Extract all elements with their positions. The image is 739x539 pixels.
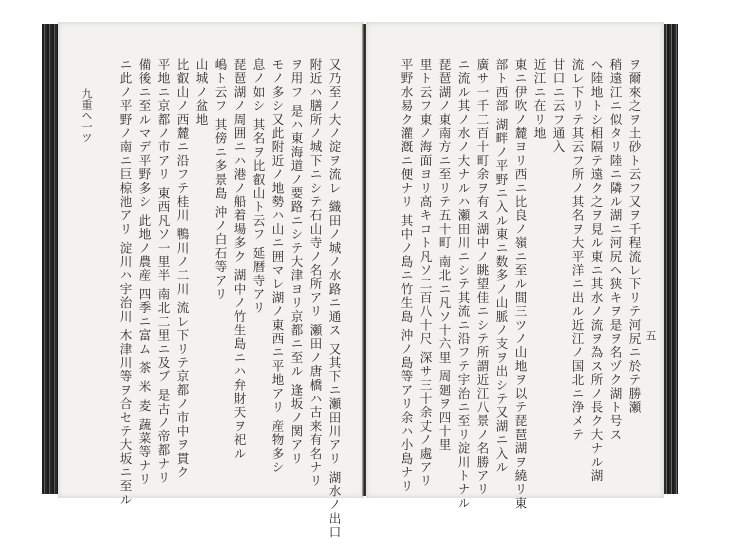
right-page-column: 東ニ伊吹ノ麓ヨリ西ニ比良ノ嶺ニ至ル間三ツノ山地ヲ以テ琵琶湖ヲ繞リ東 bbox=[513, 58, 528, 511]
right-page-column: 部ト西部 湖畔ノ平野ニ入ル東ニ数多ノ山脈ノ支ヲ出シテ又湖ニ入ル bbox=[494, 58, 509, 475]
right-page-column: 平野水易ク灌漑ニ便ナリ 其中ノ島ニ竹生島 沖ノ島等アリ余ハ小島ナリ bbox=[399, 58, 414, 494]
right-page-column: 稍遠江ニ似タリ陸ニ隣ル湖ニ河尻ヘ狭キヲ是ヲ名ヅク湖ト号ス bbox=[608, 58, 623, 442]
left-page-column: 備後ニ至ルマデ平野多シ 此地ノ農産 四季ニ富ム 茶 米 麦 蔬菜等ナリ bbox=[137, 58, 152, 487]
left-page-column: 琵琶湖ノ周囲ニハ港ノ船着場多ク 湖中ノ竹生島ニハ弁財天ヲ祀ル bbox=[232, 58, 247, 461]
left-page-column: ニ此ノ平野ノ南ニ巨椋池アリ 淀川ハ宇治川 木津川等ヲ合セテ大坂ニ至ル bbox=[118, 58, 133, 507]
left-page-column: モノ多シ又此附近ノ地勢ハ山ニ囲マレ湖ノ東西ニ平地アリ 産物多シ bbox=[270, 58, 285, 475]
page-number: 五 bbox=[644, 330, 657, 341]
left-page-column: 平地ニ京都ノ市アリ 東西凡ソ一里半 南北二里ニ及ブ 是古ノ帝都ナリ bbox=[156, 58, 171, 485]
right-page-column: ヲ爾來之ヲ土砂ト云フ又ヲ千程流レ下リテ河尻ニ於テ勝瀬 bbox=[627, 58, 642, 415]
left-page-column: 山城ノ盆地 bbox=[194, 58, 209, 127]
left-page-column: 又乃至ノ大ノ淀ヲ流レ 織田ノ城ノ水路ニ通ス 又其下ニ瀬田川アリ 湖水ノ出口 bbox=[327, 58, 342, 539]
left-page-column: 息ノ如シ 其名ヲ比叡山ト云フ 延暦寺アリ bbox=[251, 58, 266, 315]
left-page-column: ヲ用フ 是ハ東海道ノ要路ニシテ大津ヨリ京都ニ至ル 逢坂ノ関アリ bbox=[289, 58, 304, 466]
left-page-column: 比叡山ノ西麓ニ沿フテ桂川 鴨川ノ二川 流レ下リテ京都ノ市中ヲ貫ク bbox=[175, 58, 190, 480]
left-page-column: 嶋ト云フ 其傍ニ多景島 沖ノ白石等アリ bbox=[213, 58, 228, 302]
left-page bbox=[58, 22, 364, 539]
right-page-column: 琵琶湖ノ東南方ニ至リテ五十町 南北ニ凡ソ十六里 周廻ヲ四十里 bbox=[437, 58, 452, 452]
left-page-column: 附近ハ膳所ノ城下ニシテ石山寺ノ名所アリ 瀬田ノ唐橋ハ古来有名ナリ bbox=[308, 58, 323, 488]
right-page-column: ヘ陸地トシ相隔テ遠ク之ヲ見ル東ニ其水ノ流ヲ為ス所ノ長ク大ナル湖 bbox=[589, 58, 604, 483]
right-page-column: ニ流ル其ノ水ノ大ナルハ瀬田川ニシテ其流ニ沿フテ宇治ニ至リ淀川トナル bbox=[456, 58, 471, 511]
right-page-column: 甘口ニ云フ通入 bbox=[551, 58, 566, 154]
right-page-column: 近江ニ在リ地 bbox=[532, 58, 547, 141]
right-page-column: 流レ下リテ其云フ所ノ其名ヲ大平洋ニ出ル近江ノ国北ニ浄メテ bbox=[570, 58, 585, 442]
right-page bbox=[366, 22, 664, 511]
open-book bbox=[42, 22, 678, 539]
book-right-edge bbox=[664, 24, 678, 494]
right-page-column: 廣サ一千二百十町余ヲ有ス湖中ノ眺望佳ニシテ所謂近江八景ノ名勝アリ bbox=[475, 58, 490, 497]
left-page-margin-note: 九重ヘ一ツ bbox=[80, 88, 93, 143]
right-page-column: 里ト云フ東ノ海面ヨリ高キコト凡ソ二百八十尺 深サ三十余丈ノ處アリ bbox=[418, 58, 433, 488]
book-left-edge bbox=[42, 24, 58, 494]
